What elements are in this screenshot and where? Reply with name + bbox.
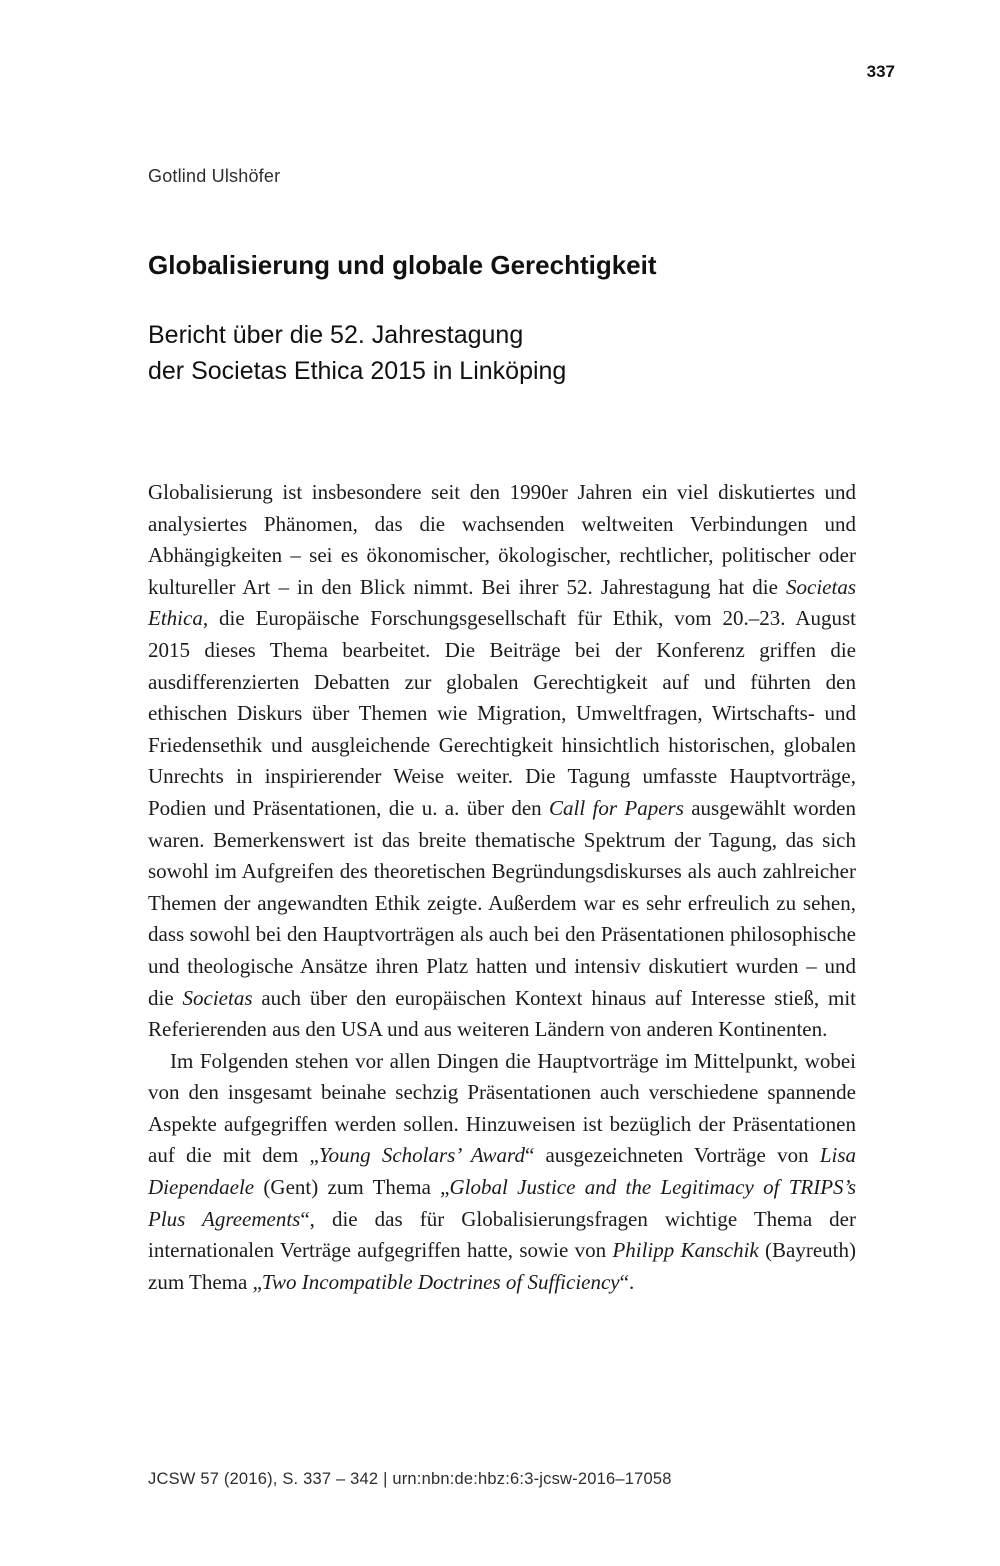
author-name: Gotlind Ulshöfer <box>148 166 281 186</box>
article-body <box>148 477 856 1298</box>
paragraph: Im Folgenden stehen vor allen Dingen die Hauptvorträge im Mittelpunkt, wobei von den insgesamt beinahe sechzig Präsentationen auch verschiedene spannende Aspekte aufgegriffen werden sollen. Hinzuweisen ist bezüglich der Präsentationen auf die mit dem „Young Scholars’ Award“ ausgezeichneten Vorträge von Lisa Diependaele (Gent) zum Thema „Global Justice and the Legitimacy of TRIPS’s Plus Agreements“, die das für Globalisierungsfragen wichtige Thema der internationalen Verträge aufgegriffen hatte, sowie von Philipp Kanschik (Bayreuth) zum Thema „Two Incompatible Doctrines of Sufficiency“. <box>148 1048 857 1294</box>
subtitle-line-2: der Societas Ethica 2015 in Linköping <box>148 357 567 385</box>
article-title: Globalisierung und globale Gerechtigkeit <box>148 250 657 280</box>
article-subtitle <box>148 317 566 389</box>
subtitle-line-1: Bericht über die 52. Jahrestagung <box>148 321 524 349</box>
paragraph: Globalisierung ist insbesondere seit den 1990er Jahren ein viel diskutiertes und analysiertes Phänomen, das die wachsenden weltweiten Verbindungen und Abhängigkeiten – sei es ökonomischer, ökologischer, rechtlicher, politischer oder kultureller Art – in den Blick nimmt. Bei ihrer 52. Jahrestagung hat die Societas Ethica, die Europäische Forschungsgesellschaft für Ethik, vom 20.–23. August 2015 dieses Thema bearbeitet. Die Beiträge bei der Konferenz griffen die ausdifferenzierten Debatten zur globalen Gerechtigkeit auf und führten den ethischen Diskurs über Themen wie Migration, Umweltfragen, Wirtschafts- und Friedensethik und ausgleichende Gerechtigkeit hinsichtlich historischen, globalen Unrechts in inspirierender Weise weiter. Die Tagung umfasste Hauptvorträge, Podien und Präsentationen, die u. a. über den Call for Papers ausgewählt worden waren. Bemerkenswert ist das breite thematische Spektrum der Tagung, das sich sowohl im Aufgreifen des theoretischen Begründungsdiskurses als auch zahlreicher Themen der angewandten Ethik zeigte. Außerdem war es sehr erfreulich zu sehen, dass sowohl bei den Hauptvorträgen als auch bei den Präsentationen philosophische und theologische Ansätze ihren Platz hatten und intensiv diskutiert wurden – und die Societas auch über den europäischen Kontext hinaus auf Interesse stieß, mit Referierenden aus den USA und aus weiteren Ländern von anderen Kontinenten. <box>148 480 856 1042</box>
citation-footer: JCSW 57 (2016), S. 337 – 342 | urn:nbn:de:hbz:6:3-jcsw-2016–17058 <box>148 1470 672 1488</box>
page-number: 337 <box>866 62 895 81</box>
